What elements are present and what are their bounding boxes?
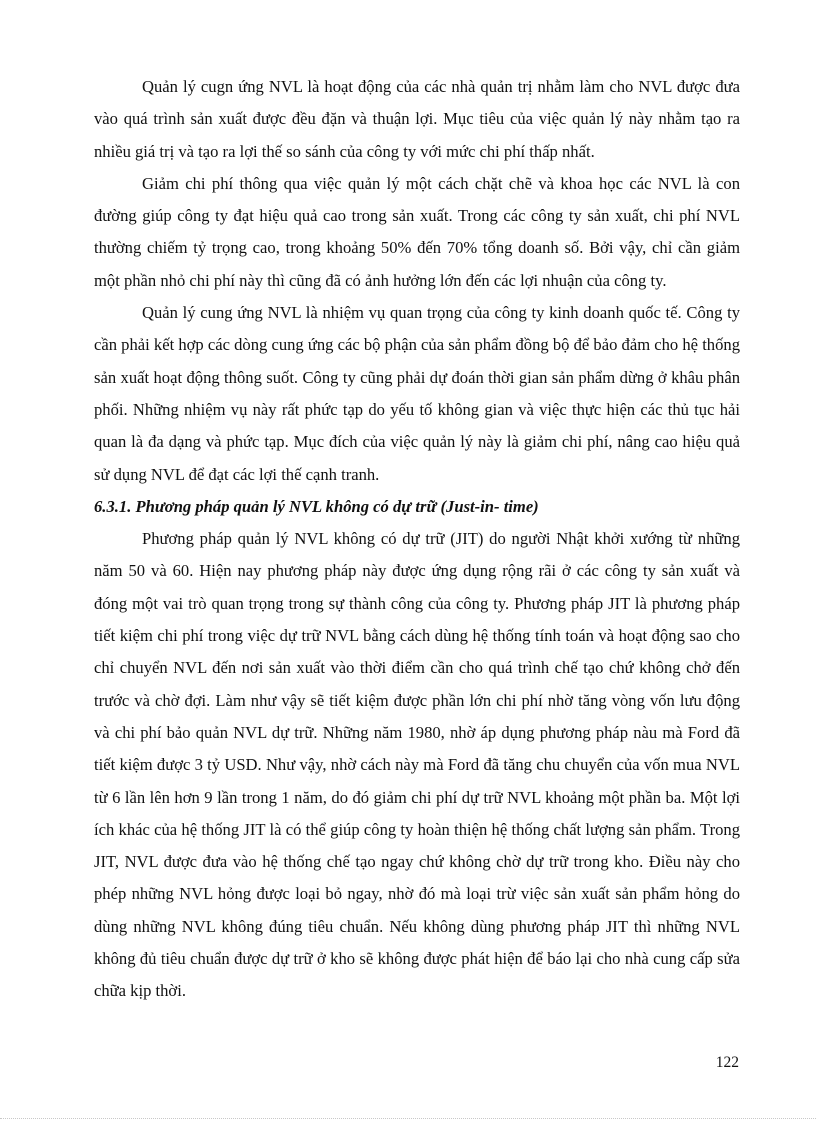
- page-number: 122: [715, 1054, 739, 1071]
- paragraph-international-supply: Quản lý cung ứng NVL là nhiệm vụ quan trọng của công ty kinh doanh quốc tế. Công ty cần phải kết hợp các dòng cung ứng các bộ phận của sản phẩm đồng bộ để bảo đảm cho hệ thống sản xuất hoạt động thông suốt. Công ty cũng phải dự đoán thời gian sản phẩm dừng ở khâu phân phối. Những nhiệm vụ này rất phức tạp do yếu tố không gian và việc thực hiện các thủ tục hải quan là đa dạng và phức tạp. Mục đích của việc quản lý này là giảm chi phí, nâng cao hiệu quả sử dụng NVL để đạt các lợi thế cạnh tranh.: [94, 303, 740, 484]
- document-page: [94, 71, 740, 1008]
- section-heading: 6.3.1. Phương pháp quản lý NVL không có dự trữ (Just-in- time): [94, 496, 539, 516]
- paragraph-cost-reduction: Giảm chi phí thông qua việc quản lý một cách chặt chẽ và khoa học các NVL là con đường giúp công ty đạt hiệu quả cao trong sản xuất. Trong các công ty sản xuất, chi phí NVL thường chiếm tỷ trọng cao, trong khoảng 50% đến 70% tổng doanh số. Bởi vậy, chỉ cần giảm một phần nhỏ chi phí này thì cũng đã có ảnh hưởng lớn đến các lợi nhuận của công ty.: [94, 173, 740, 290]
- page-bottom-border: [0, 1118, 816, 1119]
- paragraph-supply-management: Quản lý cugn ứng NVL là hoạt động của các nhà quản trị nhằm làm cho NVL được đưa vào quá trình sản xuất được đều đặn và thuận lợi. Mục tiêu của việc quản lý này nhằm tạo ra nhiều giá trị và tạo ra lợi thế so sánh của công ty với mức chi phí thấp nhất.: [94, 77, 740, 161]
- paragraph-jit-method: Phương pháp quản lý NVL không có dự trữ (JIT) do người Nhật khởi xướng từ những năm 50 và 60. Hiện nay phương pháp này được ứng dụng rộng rãi ở các công ty sản xuất và đóng một vai trò quan trọng trong sự thành công của công ty. Phương pháp JIT là phương pháp tiết kiệm chi phí trong việc dự trữ NVL bằng cách dùng hệ thống tính toán và hoạt động sao cho chỉ chuyển NVL đến nơi sản xuất vào thời điểm cần cho quá trình chế tạo chứ không chở đến trước và chờ đợi. Làm như vậy sẽ tiết kiệm được phần lớn chi phí nhờ tăng vòng vốn lưu động và chi phí bảo quản NVL dự trữ. Những năm 1980, nhờ áp dụng phương pháp nàu mà Ford đã tiết kiệm được 3 tỷ USD. Như vậy, nhờ cách này mà Ford đã tăng chu chuyển của vốn mua NVL từ 6 lần lên hơn 9 lần trong 1 năm, do đó giảm chi phí dự trữ NVL khoảng một phần ba. Một lợi ích khác của hệ thống JIT là có thể giúp công ty hoàn thiện hệ thống chất lượng sản phẩm. Trong JIT, NVL được đưa vào hệ thống chế tạo ngay chứ không chờ dự trữ trong kho. Điều này cho phép những NVL hỏng được loại bỏ ngay, nhờ đó mà loại trừ việc sản xuất sản phẩm hỏng do dùng những NVL không đúng tiêu chuẩn. Nếu không dùng phương pháp JIT thì những NVL không đủ tiêu chuẩn được dự trữ ở kho sẽ không được phát hiện để báo lại cho nhà cung cấp sửa chữa kịp thời.: [94, 529, 740, 1001]
